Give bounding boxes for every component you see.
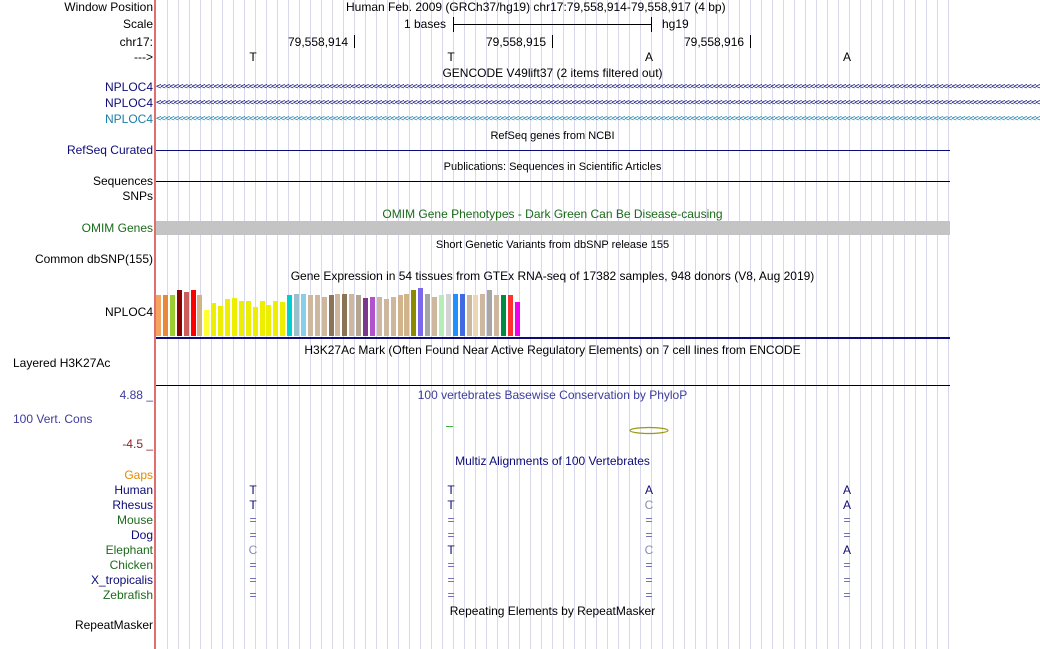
position-tick-2: 79,558,915 [486, 35, 547, 49]
gtex-tissue-bar[interactable] [294, 294, 299, 336]
gencode-item-label-1[interactable]: NPLOC4 [104, 80, 153, 94]
gtex-tissue-bar[interactable] [308, 295, 313, 336]
species-label[interactable]: Dog [130, 528, 153, 542]
gencode-gene-feature-3[interactable]: <<<<<<<<<<<<<<<<<<<<<<<<<<<<<<<<<<<<<<<<<<<<<<<<<<<<<<<<<<<<<<<<<<<<<<<<<<<<<<<<<<<<<<<<<<<<<<<<<<<<<<<<<<<<<<<<<<<<<<<<<<<<<<<<<<<<<<<<<<<<<<<<<<<<<<<<<<<<<<<<<<<<<<<<<<<<<<<<<<<<<<<<<<<<<<<<<<<<<<<< [156, 114, 1040, 124]
gtex-tissue-bar[interactable] [301, 294, 306, 336]
position-tick-mark-3 [750, 35, 751, 48]
scale-bar [453, 24, 651, 25]
alignment-base: C [644, 543, 654, 557]
h3k27ac-track-label[interactable]: Layered H3K27Ac [13, 356, 111, 370]
phylop-track-title[interactable]: 100 vertebrates Basewise Conservation by PhyloP [417, 388, 688, 402]
gtex-tissue-bar[interactable] [170, 295, 175, 336]
gtex-tissue-bar[interactable] [391, 297, 396, 336]
gtex-tissue-bar[interactable] [329, 295, 334, 336]
alignment-base: = [447, 588, 455, 602]
phylop-signal-shape[interactable] [628, 426, 672, 436]
gtex-tissue-bar[interactable] [370, 297, 375, 336]
gtex-tissue-bar[interactable] [418, 288, 423, 336]
phylop-min-value: -4.5 _ [122, 437, 153, 451]
alignment-base: = [249, 513, 257, 527]
alignment-base: T [447, 498, 455, 512]
gtex-tissue-bar[interactable] [494, 295, 499, 336]
scale-bar-right-tick [651, 17, 652, 32]
position-tick-1: 79,558,914 [288, 35, 349, 49]
gtex-tissue-bar[interactable] [384, 299, 389, 336]
species-label[interactable]: Zebrafish [102, 588, 153, 602]
position-tick-3: 79,558,916 [684, 35, 745, 49]
species-label[interactable]: X_tropicalis [90, 573, 153, 587]
alignment-base: A [644, 483, 653, 497]
refseq-track-label[interactable]: RefSeq Curated [66, 143, 153, 157]
gtex-tissue-bar[interactable] [377, 297, 382, 336]
dbsnp-track-label[interactable]: Common dbSNP(155) [34, 252, 153, 266]
alignment-base: = [447, 513, 455, 527]
alignment-base: = [843, 528, 851, 542]
alignment-base: C [248, 543, 258, 557]
refseq-gene-line[interactable] [156, 150, 950, 151]
gtex-tissue-bar[interactable] [156, 295, 161, 336]
position-tick-mark-1 [354, 35, 355, 48]
ref-base-3: A [644, 50, 653, 64]
gtex-tissue-bar[interactable] [204, 310, 209, 336]
alignment-base: = [843, 513, 851, 527]
omim-track-label[interactable]: OMIM Genes [81, 221, 153, 235]
gtex-tissue-bar[interactable] [280, 302, 285, 336]
gtex-tissue-bar[interactable] [446, 294, 451, 336]
omim-track-title[interactable]: OMIM Gene Phenotypes - Dark Green Can Be Disease-causing [382, 207, 723, 221]
alignment-base: = [645, 558, 653, 572]
alignment-base: = [249, 528, 257, 542]
alignment-base: = [447, 573, 455, 587]
alignment-base: = [645, 528, 653, 542]
snps-track-label[interactable]: SNPs [122, 189, 153, 203]
gencode-item-label-3[interactable]: NPLOC4 [104, 112, 153, 126]
alignment-base: = [645, 573, 653, 587]
repeatmasker-track-label[interactable]: RepeatMasker [74, 618, 153, 632]
gencode-track-title[interactable]: GENCODE V49lift37 (2 items filtered out) [442, 66, 663, 80]
gencode-item-label-2[interactable]: NPLOC4 [104, 96, 153, 110]
alignment-base: = [447, 558, 455, 572]
gtex-tissue-bar[interactable] [232, 298, 237, 336]
dbsnp-track-title[interactable]: Short Genetic Variants from dbSNP release 155 [435, 239, 670, 251]
alignment-base: T [447, 543, 455, 557]
ref-base-2: T [447, 50, 455, 64]
scale-db: hg19 [662, 17, 689, 31]
ref-base-1: T [249, 50, 257, 64]
alignment-base: = [645, 588, 653, 602]
gtex-tissue-bar[interactable] [439, 295, 444, 336]
alignment-base: = [843, 573, 851, 587]
alignment-base: = [843, 558, 851, 572]
gtex-tissue-bar[interactable] [432, 297, 437, 336]
gtex-tissue-bar[interactable] [197, 295, 202, 336]
gtex-track-title[interactable]: Gene Expression in 54 tissues from GTEx RNA-seq of 17382 samples, 948 donors (V8, Aug 2019) [290, 269, 815, 283]
chrom-label: chr17: [119, 35, 153, 49]
gtex-tissue-bar[interactable] [453, 294, 458, 336]
alignment-base: = [645, 513, 653, 527]
gtex-tissue-bar[interactable] [211, 303, 216, 336]
gtex-tissue-bar[interactable] [218, 306, 223, 336]
gtex-tissue-bar[interactable] [266, 305, 271, 336]
gtex-tissue-bar[interactable] [253, 307, 258, 336]
gtex-tissue-bar[interactable] [425, 294, 430, 336]
species-label[interactable]: Mouse [116, 513, 153, 527]
gtex-tissue-bar[interactable] [191, 290, 196, 336]
gtex-tissue-bar[interactable] [480, 294, 485, 336]
alignment-base: A [842, 543, 851, 557]
alignment-base: T [249, 498, 257, 512]
refseq-track-title[interactable]: RefSeq genes from NCBI [490, 130, 615, 142]
gtex-tissue-bar[interactable] [335, 294, 340, 336]
gtex-tissue-bar[interactable] [487, 290, 492, 336]
gtex-tissue-bar[interactable] [163, 295, 168, 336]
h3k27ac-track-title[interactable]: H3K27Ac Mark (Often Found Near Active Regulatory Elements) on 7 cell lines from ENCODE [304, 343, 801, 357]
alignment-base: C [644, 498, 654, 512]
scale-bar-left-tick [453, 17, 454, 32]
multiz-track-title[interactable]: Multiz Alignments of 100 Vertebrates [455, 454, 650, 468]
scale-value: 1 bases [404, 17, 447, 31]
gtex-tissue-bar[interactable] [398, 295, 403, 336]
gtex-tissue-bar[interactable] [404, 294, 409, 336]
species-label[interactable]: Human [114, 483, 153, 497]
gtex-tissue-bar[interactable] [184, 292, 189, 336]
omim-gene-feature[interactable] [156, 221, 950, 235]
gtex-tissue-bar[interactable] [342, 294, 347, 336]
alignment-base: A [842, 498, 851, 512]
gtex-tissue-bar[interactable] [177, 290, 182, 336]
gaps-label[interactable]: Gaps [124, 468, 153, 482]
gtex-tissue-bar[interactable] [460, 294, 465, 336]
ref-base-4: A [842, 50, 851, 64]
gtex-tissue-bar[interactable] [467, 295, 472, 336]
gtex-tissue-bar[interactable] [287, 295, 292, 336]
gtex-tissue-bar[interactable] [473, 295, 478, 336]
gtex-tissue-bar[interactable] [515, 302, 520, 336]
alignment-base: = [249, 588, 257, 602]
alignment-base: = [843, 588, 851, 602]
phylop-signal-mark[interactable] [446, 426, 453, 427]
h3k27ac-baseline [156, 385, 950, 386]
alignment-base: T [447, 483, 455, 497]
species-label[interactable]: Rhesus [112, 498, 153, 512]
alignment-base: = [249, 573, 257, 587]
gtex-tissue-bar[interactable] [315, 295, 320, 336]
position-tick-mark-2 [552, 35, 553, 48]
gtex-baseline [156, 337, 950, 339]
gtex-tissue-bar[interactable] [349, 294, 354, 336]
publications-feature-line[interactable] [156, 181, 950, 182]
strand-label: ---> [134, 50, 153, 64]
gtex-tissue-bar[interactable] [239, 301, 244, 336]
gtex-tissue-bar[interactable] [260, 301, 265, 336]
publications-track-label[interactable]: Sequences [92, 174, 153, 188]
gencode-gene-feature-2[interactable]: <<<<<<<<<<<<<<<<<<<<<<<<<<<<<<<<<<<<<<<<<<<<<<<<<<<<<<<<<<<<<<<<<<<<<<<<<<<<<<<<<<<<<<<<<<<<<<<<<<<<<<<<<<<<<<<<<<<<<<<<<<<<<<<<<<<<<<<<<<<<<<<<<<<<<<<<<<<<<<<<<<<<<<<<<<<<<<<<<<<<<<<<<<<<<<<<<<<<<<<< [156, 98, 1040, 108]
alignment-base: A [842, 483, 851, 497]
species-label[interactable]: Chicken [109, 558, 153, 572]
gtex-tissue-bar[interactable] [322, 297, 327, 336]
gencode-gene-feature-1[interactable]: <<<<<<<<<<<<<<<<<<<<<<<<<<<<<<<<<<<<<<<<<<<<<<<<<<<<<<<<<<<<<<<<<<<<<<<<<<<<<<<<<<<<<<<<<<<<<<<<<<<<<<<<<<<<<<<<<<<<<<<<<<<<<<<<<<<<<<<<<<<<<<<<<<<<<<<<<<<<<<<<<<<<<<<<<<<<<<<<<<<<<<<<<<<<<<<<<<<<<<<< [156, 82, 1040, 92]
gtex-tissue-bar[interactable] [411, 290, 416, 336]
gtex-tissue-bar[interactable] [225, 299, 230, 336]
alignment-base: T [249, 483, 257, 497]
gtex-tissue-bar[interactable] [356, 295, 361, 336]
gtex-tissue-bar[interactable] [246, 301, 251, 336]
repeatmasker-track-title[interactable]: Repeating Elements by RepeatMasker [449, 604, 656, 618]
species-label[interactable]: Elephant [105, 543, 153, 557]
phylop-track-label[interactable]: 100 Vert. Cons [13, 412, 93, 426]
alignment-base: = [249, 558, 257, 572]
window-position-value: Human Feb. 2009 (GRCh37/hg19) chr17:79,558,914-79,558,917 (4 bp) [346, 0, 726, 14]
scale-label: Scale [122, 17, 153, 31]
phylop-max-value: 4.88 _ [119, 388, 153, 402]
gtex-track-label[interactable]: NPLOC4 [104, 305, 153, 319]
alignment-base: = [447, 528, 455, 542]
gtex-tissue-bar[interactable] [501, 295, 506, 336]
gtex-tissue-bar[interactable] [273, 301, 278, 336]
gtex-tissue-bar[interactable] [508, 295, 513, 336]
window-position-label: Window Position [64, 0, 153, 14]
gtex-tissue-bar[interactable] [363, 298, 368, 336]
publications-track-title[interactable]: Publications: Sequences in Scientific Articles [443, 161, 662, 173]
